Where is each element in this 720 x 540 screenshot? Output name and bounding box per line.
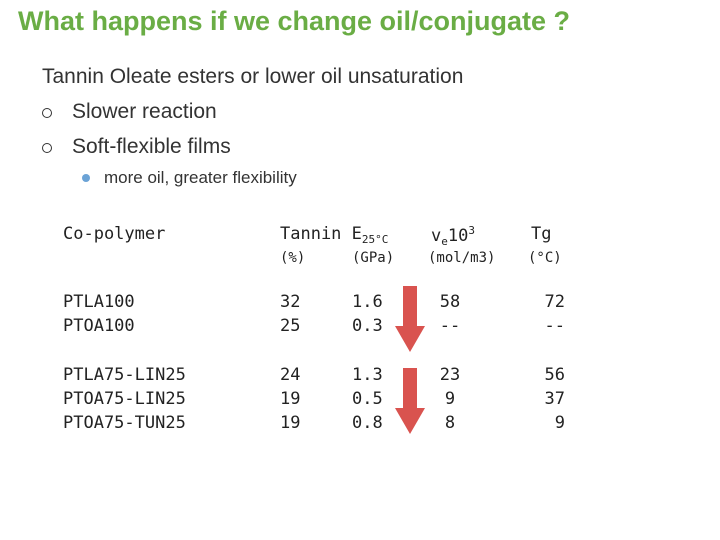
bullet-text: Slower reaction: [72, 100, 217, 123]
tg-cell: [515, 363, 565, 435]
tannin-value: 19: [280, 413, 301, 433]
header-ve-unit: (mol/m3): [428, 250, 496, 266]
ve-value: 9: [444, 389, 456, 409]
circle-bullet-icon: [42, 108, 52, 118]
ve-value: --: [439, 316, 461, 336]
header-tannin: Tannin: [280, 224, 342, 244]
tg-value: --: [544, 316, 565, 336]
tannin-cell: [280, 290, 300, 338]
tg-value: 37: [544, 389, 565, 409]
header-tg: Tg: [531, 224, 552, 244]
header-e-subscript: 25°C: [361, 233, 389, 246]
e-value: 1.3: [352, 365, 383, 385]
slide-title: What happens if we change oil/conjugate ?: [18, 6, 571, 36]
header-copolymer: Co-polymer: [63, 224, 166, 244]
bullet-text: Soft-flexible films: [72, 135, 231, 158]
copolymer-name: PTOA75-LIN25: [63, 389, 186, 409]
bullet-item: [72, 135, 231, 159]
header-e: E: [351, 224, 362, 244]
ve-cell: [420, 363, 480, 435]
header-ve-mid: 10: [447, 226, 469, 246]
e-cell: [352, 290, 383, 338]
copolymer-name: PTLA75-LIN25: [63, 365, 186, 385]
dot-bullet-icon: [82, 174, 90, 182]
bullet-item: [72, 100, 217, 124]
sub-bullet-text: more oil, greater flexibility: [104, 168, 297, 187]
sub-bullet-item: [104, 168, 297, 188]
copolymer-name: PTLA100: [63, 292, 135, 312]
header-e-unit: (GPa): [352, 250, 395, 266]
copolymer-name: PTOA100: [63, 316, 135, 336]
header-ve-subscript: e: [441, 235, 448, 248]
copolymer-name: PTOA75-TUN25: [63, 413, 186, 433]
e-value: 1.6: [352, 292, 383, 312]
tg-value: 56: [544, 365, 565, 385]
tannin-value: 25: [280, 316, 301, 336]
down-arrow-icon: [395, 368, 425, 434]
tannin-value: 24: [280, 365, 301, 385]
copolymer-cell: [63, 290, 135, 338]
tg-value: 72: [544, 292, 565, 312]
tannin-value: 19: [280, 389, 301, 409]
ve-cell: [420, 290, 480, 338]
down-arrow-icon: [395, 286, 425, 352]
ve-value: 8: [444, 413, 456, 433]
ve-value: 58: [439, 292, 461, 312]
slide-subtitle: Tannin Oleate esters or lower oil unsaturation: [42, 65, 464, 88]
e-value: 0.5: [352, 389, 383, 409]
header-tg-unit: (°C): [528, 250, 562, 266]
header-ve-main: v: [431, 226, 442, 246]
header-tannin-unit: (%): [280, 250, 306, 266]
e-value: 0.8: [352, 413, 383, 433]
header-tannin-e: [280, 224, 388, 246]
ve-value: 23: [439, 365, 461, 385]
tg-value: 9: [554, 413, 565, 433]
circle-bullet-icon: [42, 143, 52, 153]
header-ve-superscript: 3: [468, 224, 475, 237]
e-cell: [352, 363, 383, 435]
tg-cell: [515, 290, 565, 338]
e-value: 0.3: [352, 316, 383, 336]
tannin-cell: [280, 363, 300, 435]
header-ve: [431, 224, 475, 248]
copolymer-cell: [63, 363, 186, 435]
tannin-value: 32: [280, 292, 301, 312]
